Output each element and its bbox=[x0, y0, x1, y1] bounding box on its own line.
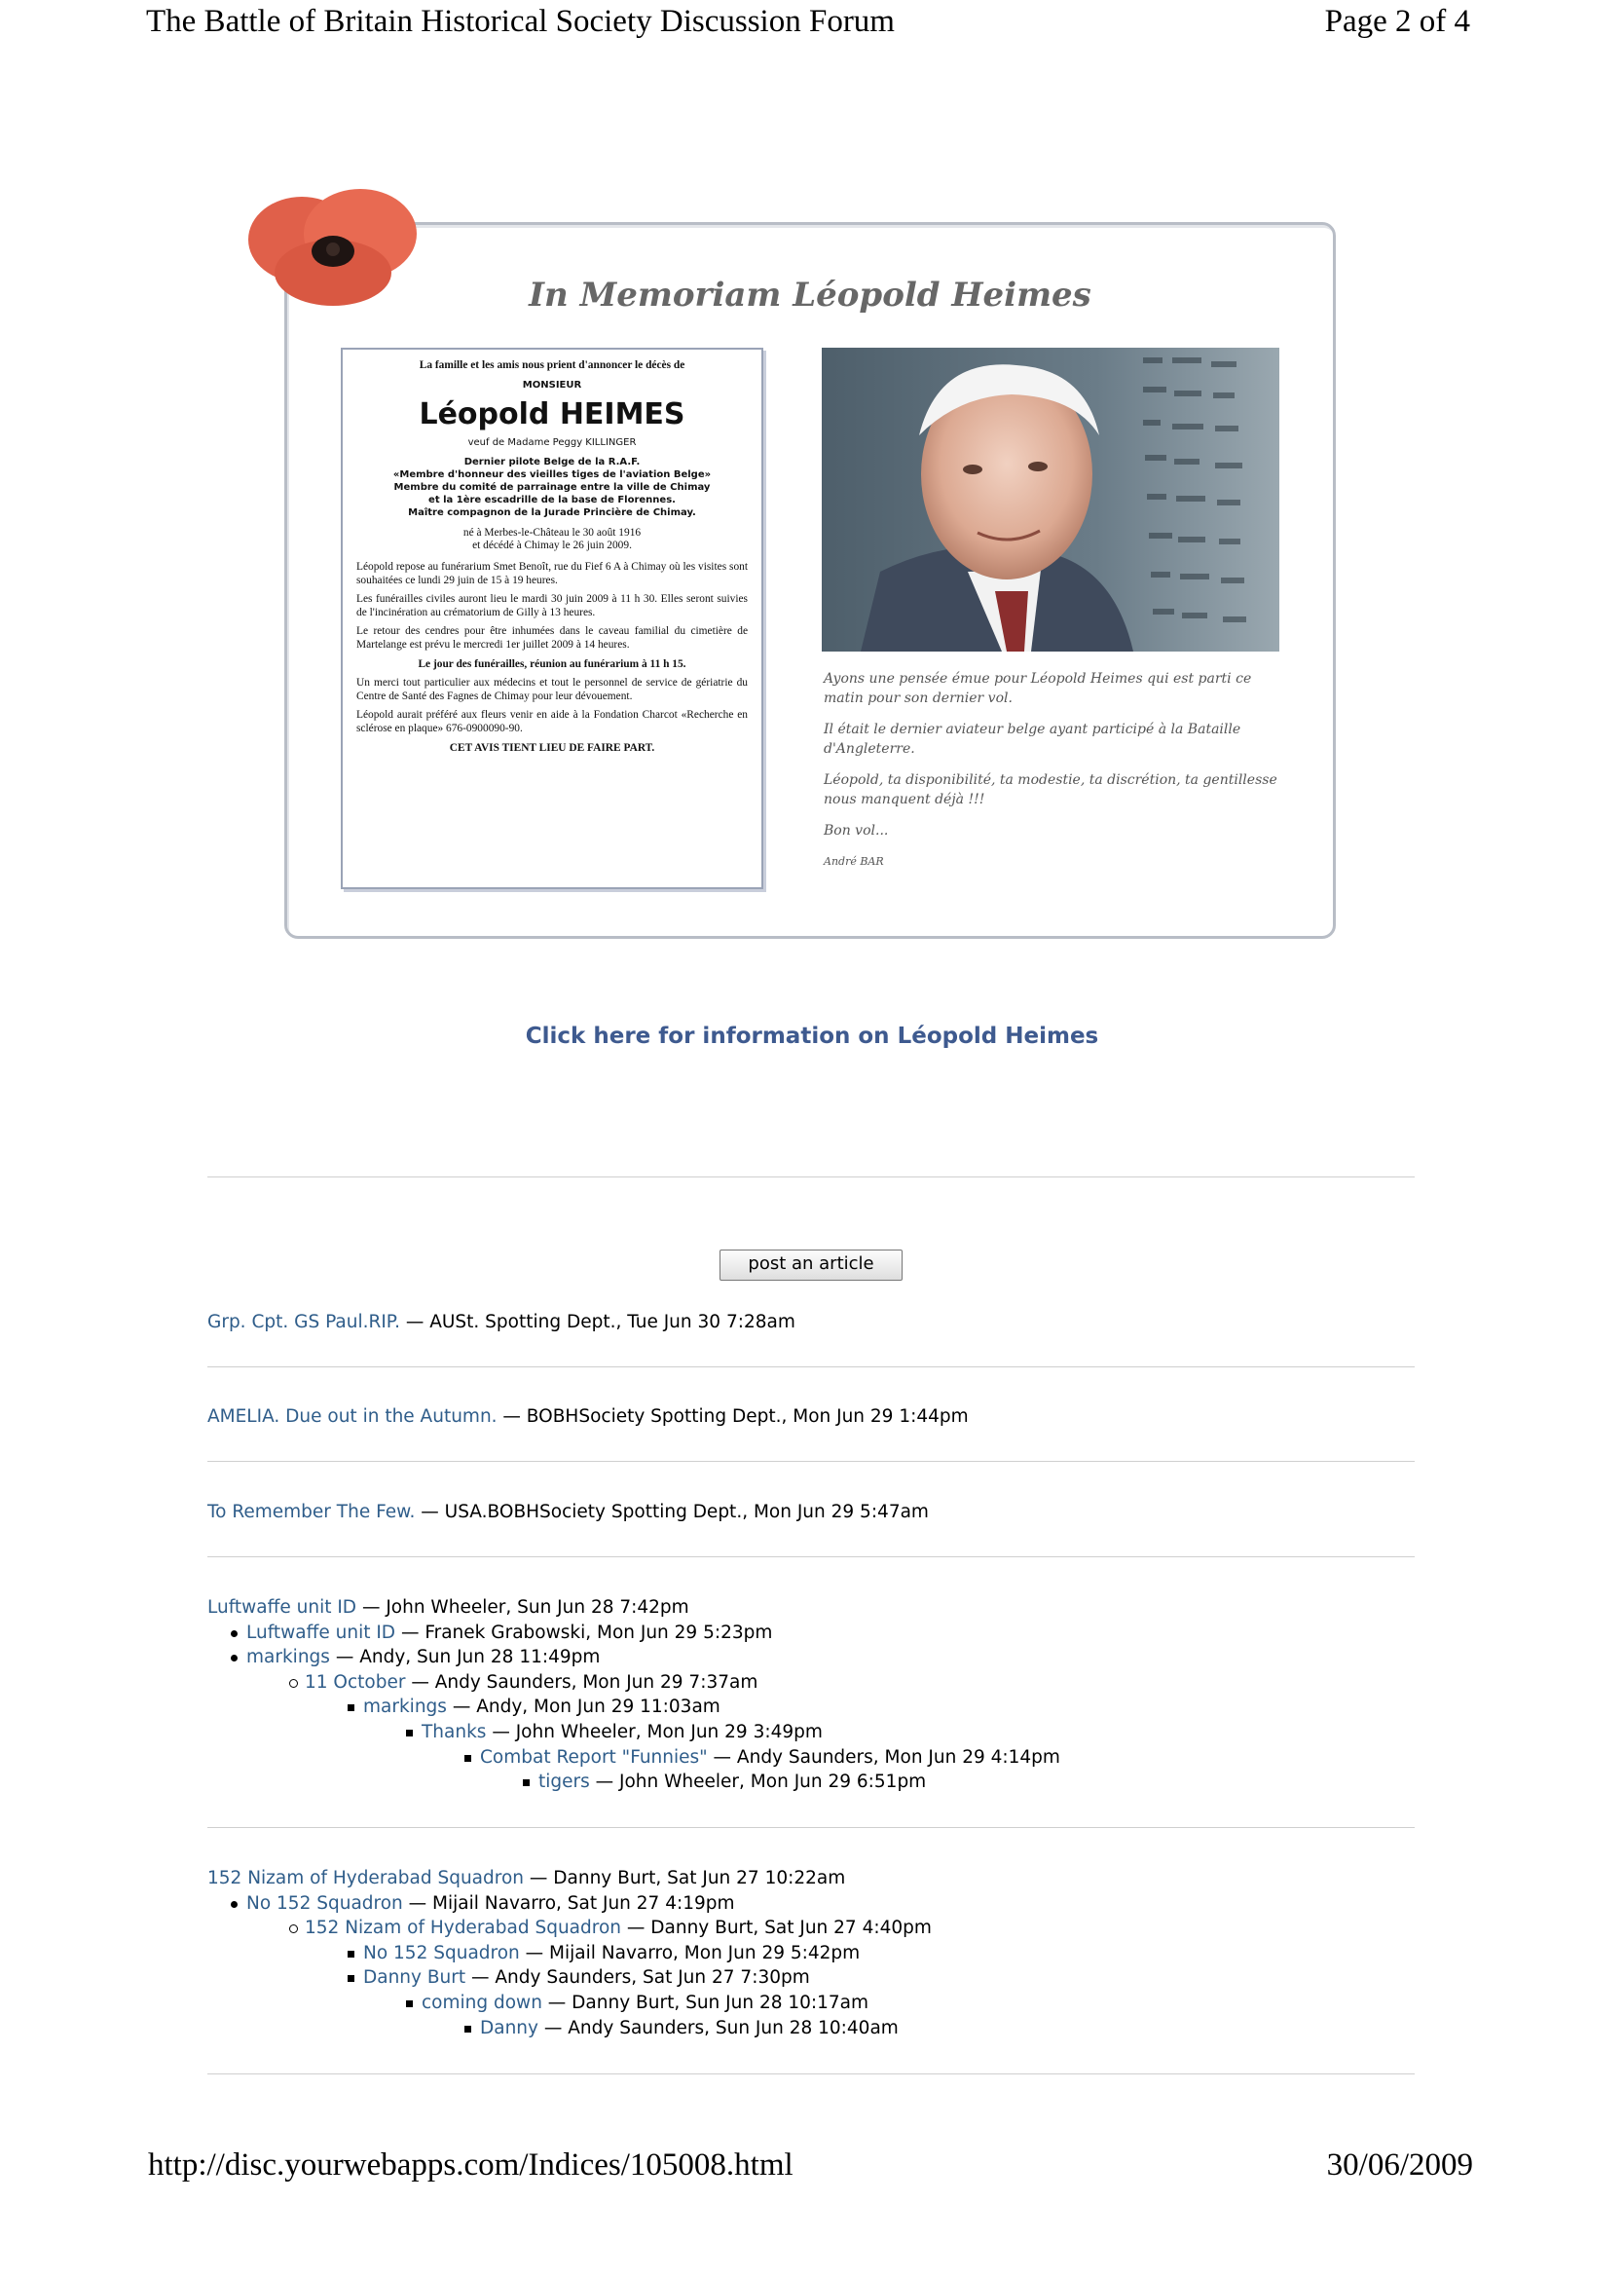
notice-intro: La famille et les amis nous prient d'annoncer le décès de bbox=[419, 359, 685, 371]
post-meta: — Danny Burt, Sat Jun 27 4:40pm bbox=[621, 1918, 932, 1939]
post-meta: — Andy Saunders, Sat Jun 27 7:30pm bbox=[465, 1967, 810, 1989]
post-meta: — John Wheeler, Mon Jun 29 6:51pm bbox=[589, 1772, 927, 1793]
notice-paragraph: Un merci tout particulier aux médecins et tout le personnel de service de gériatrie du Centre de Santé des Fagnes de Chimay pour leur dévouement. bbox=[356, 677, 748, 702]
obituary-notice bbox=[341, 348, 763, 889]
post-link[interactable]: 152 Nizam of Hyderabad Squadron bbox=[305, 1918, 621, 1939]
thread-reply bbox=[207, 1621, 1060, 1646]
divider bbox=[207, 1827, 1415, 1828]
post-link[interactable]: No 152 Squadron bbox=[363, 1942, 520, 1963]
thread-reply bbox=[207, 1695, 1060, 1720]
post-meta: — John Wheeler, Mon Jun 29 3:49pm bbox=[486, 1721, 823, 1742]
thread-2 bbox=[207, 1404, 969, 1430]
post-meta: — Franek Grabowski, Mon Jun 29 5:23pm bbox=[395, 1622, 773, 1643]
thread-5 bbox=[207, 1866, 932, 2040]
post-meta: — Andy Saunders, Mon Jun 29 4:14pm bbox=[707, 1746, 1060, 1768]
bullet-icon bbox=[231, 1901, 238, 1908]
post-link[interactable]: To Remember The Few. bbox=[207, 1502, 416, 1522]
post-link[interactable]: markings bbox=[363, 1697, 447, 1718]
bullet-icon bbox=[464, 1755, 471, 1762]
post-link[interactable]: 11 October bbox=[305, 1671, 406, 1693]
memorial-banner[interactable] bbox=[284, 222, 1336, 939]
notice-name: Léopold HEIMES bbox=[419, 397, 685, 432]
thread-topic bbox=[207, 1500, 929, 1525]
thread-topic bbox=[207, 1310, 795, 1335]
post-meta: — Danny Burt, Sat Jun 27 10:22am bbox=[524, 1868, 846, 1888]
notice-role: Membre du comité de parrainage entre la ville de Chimay bbox=[393, 481, 711, 493]
post-link[interactable]: Grp. Cpt. GS Paul.RIP. bbox=[207, 1312, 400, 1332]
post-link[interactable]: Luftwaffe unit ID bbox=[207, 1597, 357, 1618]
notice-paragraph: Le retour des cendres pour être inhumées dans le caveau familial du cimetière de Martelange est prévu le mercredi 1er juillet 2009 à 14 heures. bbox=[356, 625, 748, 651]
notice-died: et décédé à Chimay le 26 juin 2009. bbox=[472, 540, 632, 552]
post-meta: — Mijail Navarro, Sat Jun 27 4:19pm bbox=[402, 1892, 735, 1914]
forum-title: The Battle of Britain Historical Society Discussion Forum bbox=[146, 4, 895, 39]
post-meta: — USA.BOBHSociety Spotting Dept., Mon Jun 29 5:47am bbox=[415, 1502, 929, 1522]
post-meta: — BOBHSociety Spotting Dept., Mon Jun 29 1:44pm bbox=[497, 1406, 969, 1427]
notice-monsieur: MONSIEUR bbox=[522, 379, 582, 391]
notice-closing: CET AVIS TIENT LIEU DE FAIRE PART. bbox=[449, 741, 655, 754]
post-link[interactable]: Combat Report "Funnies" bbox=[480, 1746, 708, 1768]
tribute-paragraph: Léopold, ta disponibilité, ta modestie, ta discrétion, ta gentillesse nous manquent déjà !!! bbox=[824, 772, 1277, 807]
bullet-icon bbox=[348, 1704, 354, 1711]
post-link[interactable]: markings bbox=[246, 1647, 330, 1668]
divider bbox=[207, 1366, 1415, 1367]
post-link[interactable]: Danny bbox=[480, 2017, 538, 2038]
notice-role: Maître compagnon de la Jurade Princière de Chimay. bbox=[408, 506, 696, 518]
thread-reply bbox=[207, 1891, 932, 1917]
thread-3 bbox=[207, 1500, 929, 1525]
notice-paragraph: Le jour des funérailles, réunion au funérarium à 11 h 15. bbox=[418, 657, 686, 670]
thread-reply bbox=[207, 1645, 1060, 1670]
post-meta: — John Wheeler, Sun Jun 28 7:42pm bbox=[356, 1597, 689, 1618]
thread-reply bbox=[207, 1965, 932, 1991]
post-link[interactable]: coming down bbox=[422, 1992, 542, 2013]
notice-role: et la 1ère escadrille de la base de Florennes. bbox=[428, 494, 676, 505]
page-number: Page 2 of 4 bbox=[1324, 4, 1470, 39]
bullet-icon bbox=[231, 1655, 238, 1661]
notice-role: «Membre d'honneur des vieilles tiges de l'aviation Belge» bbox=[392, 468, 712, 480]
divider bbox=[207, 1176, 1415, 1177]
notice-role: Dernier pilote Belge de la R.A.F. bbox=[463, 456, 641, 467]
post-link[interactable]: 152 Nizam of Hyderabad Squadron bbox=[207, 1868, 524, 1888]
notice-paragraph: Léopold aurait préféré aux fleurs venir en aide à la Fondation Charcot «Recherche en sclérose en plaque» 676-0900090-90. bbox=[356, 709, 748, 734]
divider bbox=[207, 2073, 1415, 2074]
post-link[interactable]: Danny Burt bbox=[363, 1967, 466, 1989]
post-meta: — Mijail Navarro, Mon Jun 29 5:42pm bbox=[519, 1942, 861, 1963]
post-article-button[interactable]: post an article bbox=[720, 1250, 903, 1281]
poppy-icon bbox=[243, 183, 419, 310]
post-link[interactable]: tigers bbox=[538, 1772, 590, 1793]
post-meta: — Danny Burt, Sun Jun 28 10:17am bbox=[541, 1992, 869, 2013]
bullet-icon bbox=[289, 1924, 298, 1933]
tribute-text bbox=[824, 669, 1291, 883]
notice-born: né à Merbes-le-Château le 30 août 1916 bbox=[462, 526, 642, 539]
bullet-icon bbox=[348, 1975, 354, 1982]
thread-reply bbox=[207, 1770, 1060, 1795]
bullet-icon bbox=[289, 1679, 298, 1688]
tribute-paragraph: Ayons une pensée émue pour Léopold Heimes qui est parti ce matin pour son dernier vol. bbox=[824, 671, 1252, 706]
post-link[interactable]: Thanks bbox=[422, 1721, 487, 1742]
footer-date: 30/06/2009 bbox=[1326, 2147, 1473, 2183]
notice-paragraph: Léopold repose au funérarium Smet Benoît, rue du Fief 6 A à Chimay où les visites sont souhaitées ce lundi 29 juin de 15 à 19 heures. bbox=[356, 560, 748, 586]
memorial-title: In Memoriam Léopold Heimes bbox=[529, 276, 1091, 315]
post-link[interactable]: AMELIA. Due out in the Autumn. bbox=[207, 1406, 498, 1427]
bullet-icon bbox=[523, 1779, 530, 1786]
post-meta: — Andy, Mon Jun 29 11:03am bbox=[446, 1697, 720, 1718]
thread-topic bbox=[207, 1866, 932, 1891]
post-link[interactable]: Luftwaffe unit ID bbox=[246, 1622, 396, 1643]
thread-reply bbox=[207, 1720, 1060, 1745]
leopold-info-link[interactable]: Click here for information on Léopold Heimes bbox=[525, 1024, 1099, 1049]
bullet-icon bbox=[406, 1730, 413, 1736]
thread-topic bbox=[207, 1595, 1060, 1621]
tribute-paragraph: Il était le dernier aviateur belge ayant participé à la Bataille d'Angleterre. bbox=[824, 722, 1241, 757]
bullet-icon bbox=[464, 2026, 471, 2033]
bullet-icon bbox=[231, 1630, 238, 1637]
thread-reply bbox=[207, 1745, 1060, 1771]
divider bbox=[207, 1461, 1415, 1462]
bullet-icon bbox=[406, 2000, 413, 2007]
thread-reply bbox=[207, 1991, 932, 2016]
bullet-icon bbox=[348, 1951, 354, 1958]
thread-reply bbox=[207, 2016, 932, 2041]
tribute-paragraph: Bon vol... bbox=[824, 823, 889, 839]
thread-4 bbox=[207, 1595, 1060, 1795]
post-meta: — Andy Saunders, Mon Jun 29 7:37am bbox=[405, 1671, 758, 1693]
thread-topic bbox=[207, 1404, 969, 1430]
post-meta: — Andy Saunders, Sun Jun 28 10:40am bbox=[537, 2017, 899, 2038]
portrait-photo bbox=[822, 348, 1279, 652]
thread-reply bbox=[207, 1670, 1060, 1696]
thread-reply bbox=[207, 1916, 932, 1941]
divider bbox=[207, 1556, 1415, 1557]
post-meta: — AUSt. Spotting Dept., Tue Jun 30 7:28am bbox=[399, 1312, 795, 1332]
post-link[interactable]: No 152 Squadron bbox=[246, 1892, 403, 1914]
footer-url: http://disc.yourwebapps.com/Indices/105008.html bbox=[148, 2147, 794, 2183]
tribute-signature: André BAR bbox=[824, 855, 884, 868]
thread-1 bbox=[207, 1310, 795, 1335]
notice-paragraph: Les funérailles civiles auront lieu le mardi 30 juin 2009 à 11 h 30. Elles seront suivies de l'incinération au crématorium de Gilly à 13 heures. bbox=[356, 593, 748, 618]
post-meta: — Andy, Sun Jun 28 11:49pm bbox=[329, 1647, 601, 1668]
notice-widower: veuf de Madame Peggy KILLINGER bbox=[467, 437, 637, 449]
thread-reply bbox=[207, 1941, 932, 1966]
